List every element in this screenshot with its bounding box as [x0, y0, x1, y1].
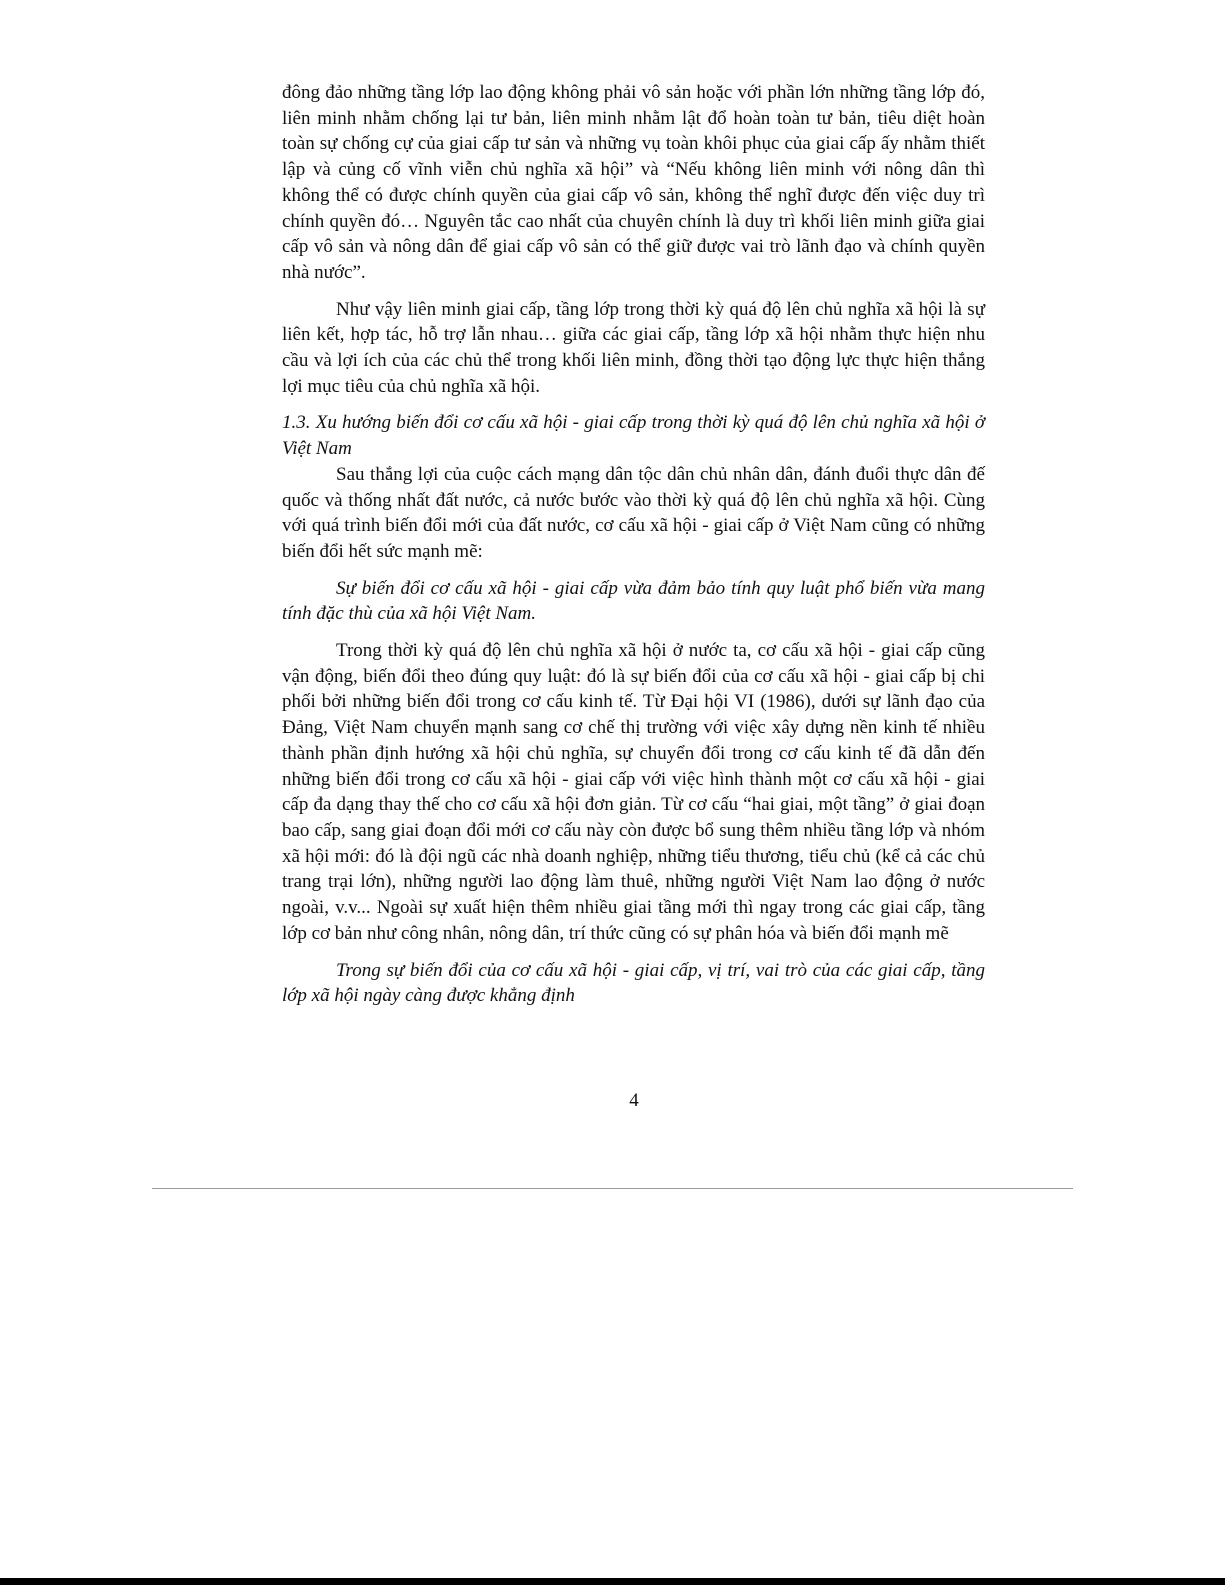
page-divider	[152, 1188, 1073, 1189]
paragraph-italic-point-2: Trong sự biến đổi của cơ cấu xã hội - giai cấp, vị trí, vai trò của các giai cấp, tầng lớp xã hội ngày càng được khẳng định	[282, 959, 985, 1007]
paragraph-summary: Như vậy liên minh giai cấp, tầng lớp trong thời kỳ quá độ lên chủ nghĩa xã hội là sự liên kết, hợp tác, hỗ trợ lẫn nhau… giữa các giai cấp, tầng lớp xã hội nhằm thực hiện nhu cầu và lợi ích của các chủ thể trong khối liên minh, đồng thời tạo động lực thực hiện thắng lợi mục tiêu của chủ nghĩa xã hội.	[282, 298, 985, 397]
bottom-edge-bar	[0, 1578, 1225, 1585]
section-heading: 1.3. Xu hướng biến đổi cơ cấu xã hội - giai cấp trong thời kỳ quá độ lên chủ nghĩa xã hội ở Việt Nam	[282, 412, 985, 460]
paragraph-body: Trong thời kỳ quá độ lên chủ nghĩa xã hội ở nước ta, cơ cấu xã hội - giai cấp cũng vận động, biến đổi theo đúng quy luật: đó là sự biến đổi của cơ cấu xã hội - giai cấp bị chi phối bởi những biến đổi trong cơ cấu kinh tế. Từ Đại hội VI (1986), dưới sự lãnh đạo của Đảng, Việt Nam chuyển mạnh sang cơ chế thị trường với việc xây dựng nền kinh tế nhiều thành phần định hướng xã hội chủ nghĩa, sự chuyển đổi trong cơ cấu kinh tế đã dẫn đến những biến đổi trong cơ cấu xã hội - giai cấp với việc hình thành một cơ cấu xã hội - giai cấp đa dạng thay thế cho cơ cấu xã hội đơn giản. Từ cơ cấu “hai giai, một tầng” ở giai đoạn bao cấp, sang giai đoạn đổi mới cơ cấu này còn được bổ sung thêm nhiều tầng lớp và nhóm xã hội mới: đó là đội ngũ các nhà doanh nghiệp, những tiểu thương, tiểu chủ (kể cả các chủ trang trại lớn), những người lao động làm thuê, những người Việt Nam lao động ở nước ngoài, v.v... Ngoài sự xuất hiện thêm nhiều giai tầng mới thì ngay trong các giai cấp, tầng lớp cơ bản như công nhân, nông dân, trí thức cũng có sự phân hóa và biến đổi mạnh mẽ	[282, 640, 985, 944]
paragraph-italic-point-1: Sự biến đổi cơ cấu xã hội - giai cấp vừa đảm bảo tính quy luật phổ biến vừa mang tính đặc thù của xã hội Việt Nam.	[282, 577, 985, 625]
document-page	[282, 80, 985, 1020]
page-number: 4	[629, 1090, 639, 1111]
paragraph-intro: Sau thắng lợi của cuộc cách mạng dân tộc dân chủ nhân dân, đánh đuổi thực dân đế quốc và thống nhất đất nước, cả nước bước vào thời kỳ quá độ lên chủ nghĩa xã hội. Cùng với quá trình biến đổi mới của đất nước, cơ cấu xã hội - giai cấp ở Việt Nam cũng có những biến đổi hết sức mạnh mẽ:	[282, 463, 985, 562]
paragraph-continuation: đông đảo những tầng lớp lao động không phải vô sản hoặc với phần lớn những tầng lớp đó, liên minh nhằm chống lại tư bản, liên minh nhằm lật đổ hoàn toàn tư bản, tiêu diệt hoàn toàn sự chống cự của giai cấp tư sản và những vụ toàn khôi phục của giai cấp ấy nhằm thiết lập và củng cố vĩnh viễn chủ nghĩa xã hội” và “Nếu không liên minh với nông dân thì không thể có được chính quyền của giai cấp vô sản, không thể nghĩ được đến việc duy trì chính quyền đó… Nguyên tắc cao nhất của chuyên chính là duy trì khối liên minh giữa giai cấp vô sản và nông dân để giai cấp vô sản có thể giữ được vai trò lãnh đạo và chính quyền nhà nước”.	[282, 82, 985, 283]
